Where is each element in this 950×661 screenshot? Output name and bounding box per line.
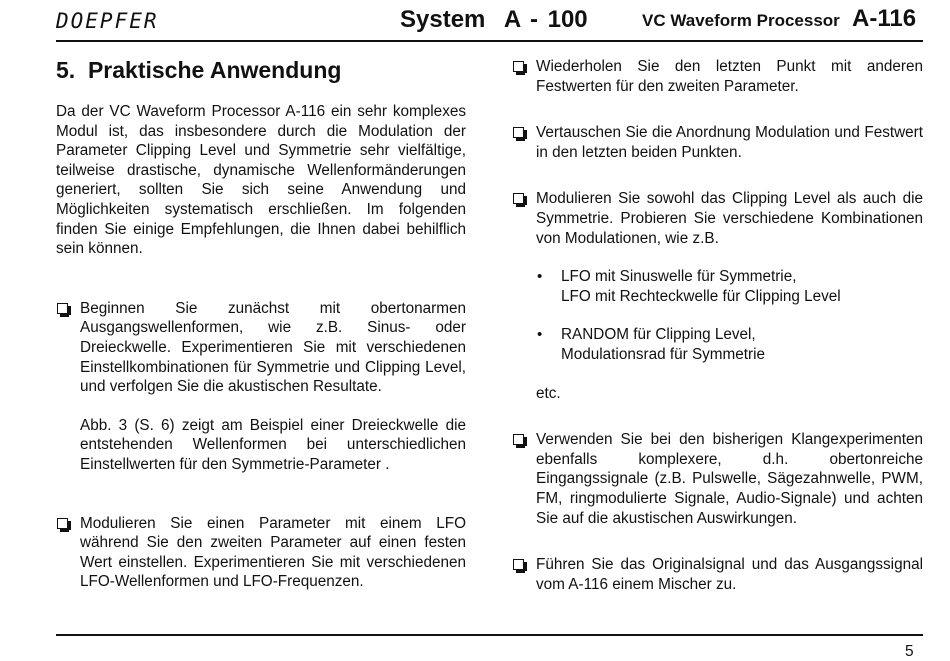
list-item-note: Abb. 3 (S. 6) zeigt am Beispiel einer Dreieckwelle die entstehenden Wellenformen bei unterschiedlichen Einstellwerten für den Symmetrie-Parameter . [80, 416, 466, 473]
example-line: Modulationsrad für Symmetrie [561, 345, 766, 363]
list-item-text: Modulieren Sie sowohl das Clipping Level als auch die Symmetrie. Probieren Sie verschiedene Kombinationen von Modulationen, wie z.B. [536, 190, 923, 247]
list-item [512, 189, 923, 403]
module-code: A-116 [852, 5, 917, 32]
list-item [512, 555, 923, 594]
system-title: System A - 100 [400, 6, 588, 33]
checkbox-bullet-icon [57, 303, 68, 314]
page-header [0, 0, 950, 44]
header-rule [56, 40, 923, 42]
brand-logo: DOEPFER [56, 9, 159, 33]
checkbox-bullet-icon [57, 518, 68, 529]
etc-text: etc. [536, 384, 561, 402]
intro-paragraph: Da der VC Waveform Processor A-116 ein sehr komplexes Modul ist, das insbesondere durch die Modulation der Parameter Clipping Level und Symmetrie sehr vielfältige, teilweise drastische, dynamische Wellenformänderungen generiert, sollten Sie sich seine Anwendung und Möglichkeiten systematisch erschließen. Im folgenden finden Sie einige Empfehlungen, die Ihnen dabei behilflich sein können. [56, 103, 466, 258]
product-name: VC Waveform Processor [642, 11, 840, 30]
page-number: 5 [905, 643, 914, 660]
list-item-text: Vertauschen Sie die Anordnung Modulation und Festwert in den letzten beiden Punkten. [536, 124, 923, 161]
left-column [56, 56, 466, 592]
list-item-text: Führen Sie das Originalsignal und das Ausgangssignal vom A-116 einem Mischer zu. [536, 556, 923, 593]
list-item [56, 514, 466, 592]
list-item [512, 123, 923, 162]
checkbox-bullet-icon [513, 193, 524, 204]
list-item [512, 57, 923, 96]
list-item [512, 430, 923, 528]
bullet-dot-icon: • [537, 326, 543, 344]
footer-rule [56, 634, 923, 636]
right-column [512, 57, 923, 594]
list-item [56, 299, 466, 475]
example-line: RANDOM für Clipping Level, [561, 326, 756, 344]
checkbox-bullet-icon [513, 127, 524, 138]
checkbox-bullet-icon [513, 434, 524, 445]
bullet-dot-icon: • [537, 268, 543, 286]
list-item-text: Wiederholen Sie den letzten Punkt mit anderen Festwerten für den zweiten Parameter. [536, 58, 923, 95]
example-item [536, 325, 923, 364]
section-title: 5. Praktische Anwendung [56, 57, 342, 83]
list-item-text: Modulieren Sie einen Parameter mit einem LFO während Sie den zweiten Parameter auf einen festen Wert einstellen. Experimentieren Sie mit verschiedenen LFO-Wellenformen und LFO-Frequenzen. [80, 514, 466, 591]
example-line: LFO mit Rechteckwelle für Clipping Level [561, 287, 841, 305]
list-item-text: Beginnen Sie zunächst mit obertonarmen Ausgangswellenformen, wie z.B. Sinus- oder Dreieckwelle. Experimentieren Sie mit verschiedenen Einstellkombinationen für Symmetrie und Clipping Level, und verfolgen Sie die akustischen Resultate. [80, 299, 466, 396]
list-item-text: Verwenden Sie bei den bisherigen Klangexperimenten ebenfalls komplexere, d.h. obertonreiche Eingangssignale (z.B. Pulswelle, Sägezahnwelle, PWM, FM, ringmodulierte Signale, Audio-Signale) und achten Sie auf die akustischen Auswirkungen. [536, 431, 923, 527]
example-item [536, 267, 923, 306]
checkbox-bullet-icon [513, 559, 524, 570]
example-line: LFO mit Sinuswelle für Symmetrie, [561, 268, 797, 286]
example-list [536, 267, 923, 364]
checkbox-bullet-icon [513, 61, 524, 72]
